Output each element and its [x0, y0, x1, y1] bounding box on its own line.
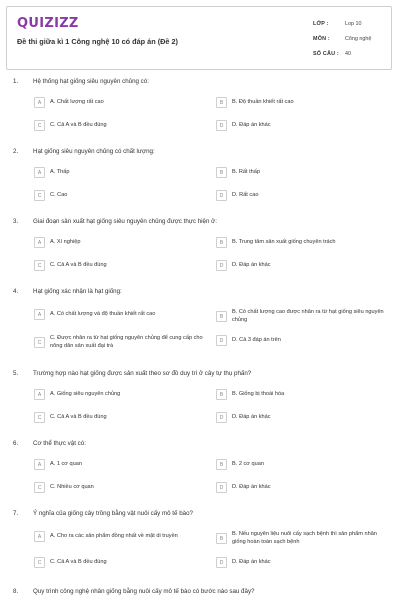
option-text: C. Cả A và B đều đúng	[50, 121, 107, 128]
answer-option-c[interactable]	[34, 260, 204, 271]
meta-row-subject	[313, 32, 393, 46]
option-letter-box: B	[216, 97, 227, 108]
option-text: C. Được nhân ra từ hạt giống nguyên chủng để cung cấp cho nông dân sản xuất đại trà	[50, 335, 203, 349]
question-stem	[13, 588, 254, 595]
option-text: C. Cả A và B đều đúng	[50, 413, 107, 420]
option-text: D. Rất cao	[232, 191, 259, 198]
option-letter-box: A	[34, 459, 45, 470]
question-text: Giai đoạn sản xuất hạt giống siêu nguyên chủng được thực hiện ở:	[33, 218, 217, 225]
answer-option-d[interactable]	[216, 557, 386, 568]
option-text: D. Đáp án khác	[232, 121, 271, 128]
answer-option-a[interactable]	[34, 167, 204, 178]
answer-option-b[interactable]	[216, 237, 386, 248]
option-text: B. 2 cơ quan	[232, 460, 264, 467]
answer-option-c[interactable]	[34, 412, 204, 423]
answer-option-d[interactable]	[216, 335, 386, 346]
answer-option-c[interactable]	[34, 482, 204, 493]
answer-option-b[interactable]	[216, 459, 386, 470]
meta-key: LỚP :	[313, 21, 329, 27]
answer-option-d[interactable]	[216, 120, 386, 131]
question-text: Quy trình công nghệ nhân giống bằng nuôi cấy mô tế bào có bước nào sau đây?	[33, 588, 255, 595]
question-stem	[13, 440, 86, 447]
meta-value: 40	[345, 51, 351, 57]
option-text: D. Cả 3 đáp án trên	[232, 336, 281, 343]
option-text: B. Trung tâm sản xuất giống chuyên trách	[232, 238, 336, 245]
option-letter-box: B	[216, 389, 227, 400]
option-letter-box: A	[34, 389, 45, 400]
option-text: D. Đáp án khác	[232, 483, 271, 490]
question-text: Hạt giống siêu nguyên chủng có chất lượng:	[33, 148, 155, 155]
option-letter-box: A	[34, 531, 45, 542]
answer-option-b[interactable]	[216, 389, 386, 400]
option-letter-box: C	[34, 557, 45, 568]
answer-option-c[interactable]	[34, 120, 204, 131]
answer-option-c[interactable]	[34, 190, 204, 201]
question-stem	[13, 370, 251, 377]
question-text: Cơ thể thực vật có:	[33, 440, 86, 447]
option-text: C. Cao	[50, 191, 68, 198]
option-letter-box: B	[216, 311, 227, 322]
option-letter-box: B	[216, 167, 227, 178]
answer-option-d[interactable]	[216, 412, 386, 423]
answer-option-b[interactable]	[216, 97, 386, 108]
option-text: B. Giống bị thoái hóa	[232, 390, 285, 397]
option-text: C. Cả A và B đều đúng	[50, 261, 107, 268]
option-letter-box: C	[34, 260, 45, 271]
question-stem	[13, 148, 155, 155]
option-letter-box: A	[34, 237, 45, 248]
meta-row-class	[313, 17, 393, 31]
answer-option-a[interactable]	[34, 309, 204, 320]
option-letter-box: D	[216, 557, 227, 568]
option-text: A. 1 cơ quan	[50, 460, 82, 467]
question-number: 1.	[13, 78, 19, 85]
answer-option-c[interactable]	[34, 335, 204, 350]
option-text: B. Rất thấp	[232, 168, 260, 175]
option-text: C. Cả A và B đều đúng	[50, 558, 107, 565]
option-text: B. Độ thuần khiết rất cao	[232, 98, 294, 105]
question-number: 7.	[13, 510, 19, 517]
option-text: D. Đáp án khác	[232, 558, 271, 565]
question-number: 4.	[13, 288, 19, 295]
meta-key: MÔN :	[313, 36, 330, 42]
answer-option-d[interactable]	[216, 482, 386, 493]
question-number: 5.	[13, 370, 19, 377]
question-text: Hạt giống xác nhận là hạt giống:	[33, 288, 122, 295]
option-text: B. Có chất lượng cao được nhân ra từ hạt giống siêu nguyên chủng	[232, 309, 384, 323]
quiz-title: Đề thi giữa kì 1 Công nghệ 10 có đáp án (Đề 2)	[17, 37, 178, 46]
option-letter-box: C	[34, 190, 45, 201]
option-text: A. Thấp	[50, 168, 70, 175]
answer-option-a[interactable]	[34, 97, 204, 108]
meta-value: Lop 10	[345, 21, 362, 27]
meta-value: Công nghệ	[345, 36, 372, 42]
option-letter-box: C	[34, 337, 45, 348]
answer-option-d[interactable]	[216, 260, 386, 271]
quiz-header	[6, 6, 392, 70]
option-letter-box: D	[216, 482, 227, 493]
question-text: Trường hợp nào hạt giống được sản xuất theo sơ đồ duy trì ở cây tự thụ phấn?	[33, 370, 252, 377]
option-text: A. Có chất lượng và độ thuần khiết rất cao	[50, 310, 156, 317]
option-text: B. Nếu nguyên liệu nuôi cấy sạch bệnh thì sản phẩm nhân giống hoàn toàn sạch bệnh	[232, 531, 377, 545]
option-text: D. Đáp án khác	[232, 261, 271, 268]
answer-option-a[interactable]	[34, 389, 204, 400]
meta-row-count	[313, 47, 393, 61]
question-text: Hệ thống hạt giống siêu nguyên chủng có:	[33, 78, 149, 85]
option-text: D. Đáp án khác	[232, 413, 271, 420]
option-letter-box: D	[216, 120, 227, 131]
answer-option-b[interactable]	[216, 167, 386, 178]
option-letter-box: B	[216, 459, 227, 470]
question-text: Ý nghĩa của giống cây trồng bằng vật nuôi cấy mô tế bào?	[33, 510, 193, 517]
option-letter-box: D	[216, 190, 227, 201]
option-letter-box: B	[216, 533, 227, 544]
option-letter-box: C	[34, 120, 45, 131]
quizizz-logo: QUIZIZZ	[17, 16, 79, 31]
option-letter-box: C	[34, 412, 45, 423]
answer-option-a[interactable]	[34, 459, 204, 470]
option-letter-box: B	[216, 237, 227, 248]
meta-key: SỐ CÂU :	[313, 51, 339, 57]
option-letter-box: D	[216, 335, 227, 346]
option-letter-box: A	[34, 97, 45, 108]
option-text: A. Chất lượng rất cao	[50, 98, 104, 105]
question-number: 8.	[13, 588, 19, 595]
question-stem	[13, 288, 122, 295]
option-letter-box: C	[34, 482, 45, 493]
option-letter-box: A	[34, 309, 45, 320]
answer-option-b[interactable]	[216, 531, 386, 546]
question-stem	[13, 78, 149, 85]
question-stem	[13, 218, 217, 225]
option-text: A. Giống siêu nguyên chủng	[50, 390, 121, 397]
answer-option-a[interactable]	[34, 237, 204, 248]
answer-option-d[interactable]	[216, 190, 386, 201]
question-number: 3.	[13, 218, 19, 225]
answer-option-c[interactable]	[34, 557, 204, 568]
option-letter-box: A	[34, 167, 45, 178]
option-letter-box: D	[216, 412, 227, 423]
answer-option-b[interactable]	[216, 309, 386, 324]
quiz-meta	[313, 17, 393, 61]
option-text: A. Cho ra các sản phẩm đồng nhất về mặt di truyền	[50, 532, 178, 539]
option-text: A. Xí nghiệp	[50, 238, 81, 245]
question-number: 2.	[13, 148, 19, 155]
option-letter-box: D	[216, 260, 227, 271]
question-stem	[13, 510, 193, 517]
question-number: 6.	[13, 440, 19, 447]
option-text: C. Nhiều cơ quan	[50, 483, 94, 490]
answer-option-a[interactable]	[34, 531, 204, 542]
